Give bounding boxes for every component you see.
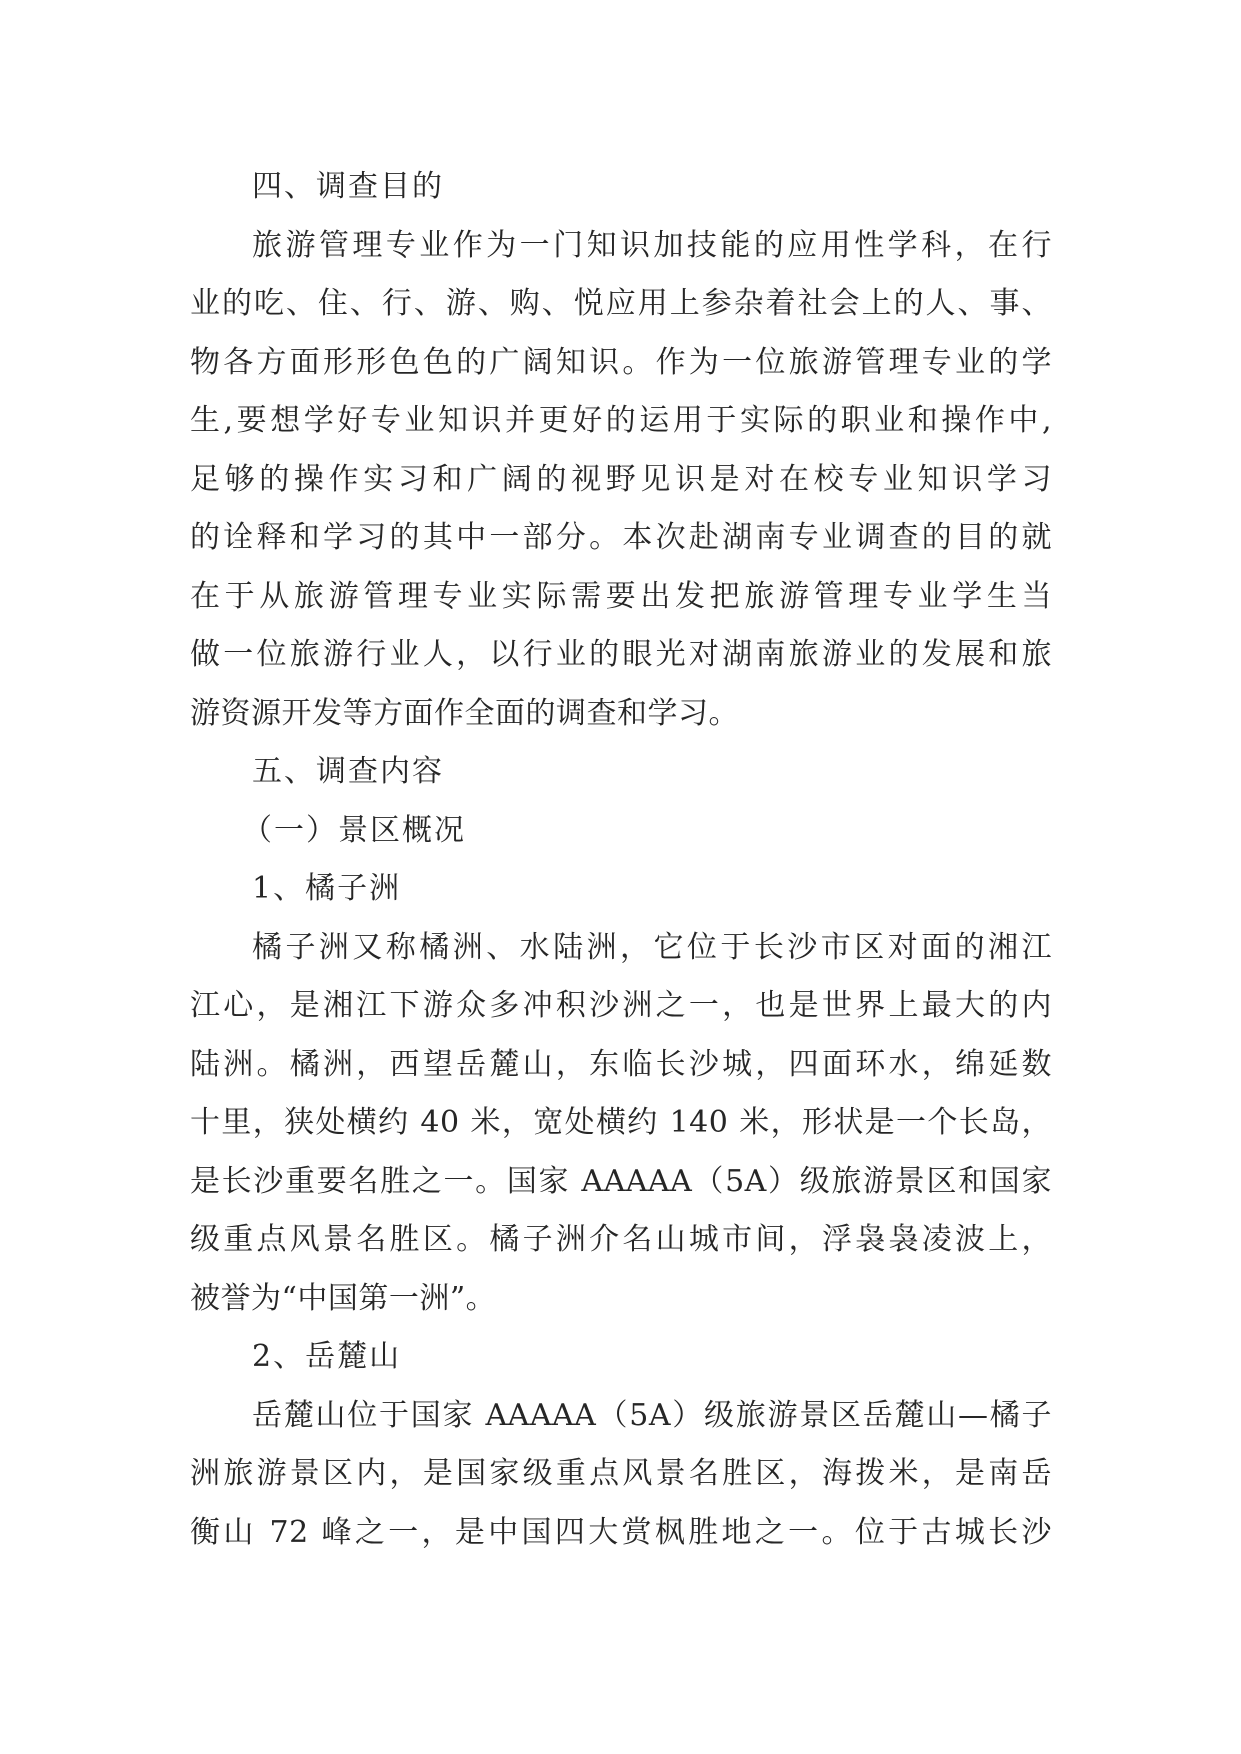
paragraph-juzizhou — [190, 919, 1052, 1329]
item-heading-yuelushan: 2、岳麓山 — [252, 1339, 402, 1374]
subsection-heading-overview: （一）景区概况 — [242, 812, 466, 848]
paragraph-line: 是长沙重要名胜之一。国家 AAAAA（5A）级旅游景区和国家 — [190, 1163, 1052, 1199]
paragraph-line: 生,要想学好专业知识并更好的运用于实际的职业和操作中, — [190, 403, 1052, 438]
paragraph-line: 级重点风景名胜区。橘子洲介名山城市间，浮袅袅凌波上， — [190, 1222, 1052, 1257]
section-heading-purpose: 四、调查目的 — [252, 169, 444, 204]
section-heading-content: 五、调查内容 — [252, 754, 444, 789]
paragraph-line: 衡山 72 峰之一，是中国四大赏枫胜地之一。位于古城长沙 — [190, 1514, 1052, 1550]
paragraph-line: 足够的操作实习和广阔的视野见识是对在校专业知识学习 — [190, 461, 1052, 497]
paragraph-line: 江心，是湘江下游众多冲积沙洲之一，也是世界上最大的内 — [190, 988, 1052, 1023]
paragraph-purpose — [190, 217, 1052, 744]
paragraph-line: 岳麓山位于国家 AAAAA（5A）级旅游景区岳麓山—橘子 — [252, 1397, 1052, 1433]
paragraph-line: 十里，狭处横约 40 米，宽处横约 140 米，形状是一个长岛， — [190, 1105, 1052, 1140]
paragraph-line: 陆洲。橘洲，西望岳麓山，东临长沙城，四面环水，绵延数 — [190, 1046, 1052, 1082]
document-body — [190, 158, 1052, 1562]
paragraph-line: 被誉为“中国第一洲”。 — [190, 1280, 497, 1316]
paragraph-line: 物各方面形形色色的广阔知识。作为一位旅游管理专业的学 — [190, 344, 1052, 380]
paragraph-line: 的诠释和学习的其中一部分。本次赴湖南专业调查的目的就 — [190, 520, 1052, 555]
paragraph-line: 业的吃、住、行、游、购、悦应用上参杂着社会上的人、事、 — [190, 286, 1052, 321]
paragraph-line: 游资源开发等方面作全面的调查和学习。 — [190, 695, 739, 731]
paragraph-line: 在于从旅游管理专业实际需要出发把旅游管理专业学生当 — [190, 578, 1052, 614]
paragraph-line: 洲旅游景区内，是国家级重点风景名胜区，海拨米，是南岳 — [190, 1456, 1052, 1491]
paragraph-yuelushan — [190, 1387, 1052, 1563]
paragraph-line: 做一位旅游行业人，以行业的眼光对湖南旅游业的发展和旅 — [190, 637, 1052, 672]
item-heading-juzizhou: 1、橘子洲 — [252, 871, 402, 906]
paragraph-line: 橘子洲又称橘洲、水陆洲，它位于长沙市区对面的湘江 — [252, 929, 1052, 965]
paragraph-line: 旅游管理专业作为一门知识加技能的应用性学科，在行 — [252, 227, 1052, 263]
